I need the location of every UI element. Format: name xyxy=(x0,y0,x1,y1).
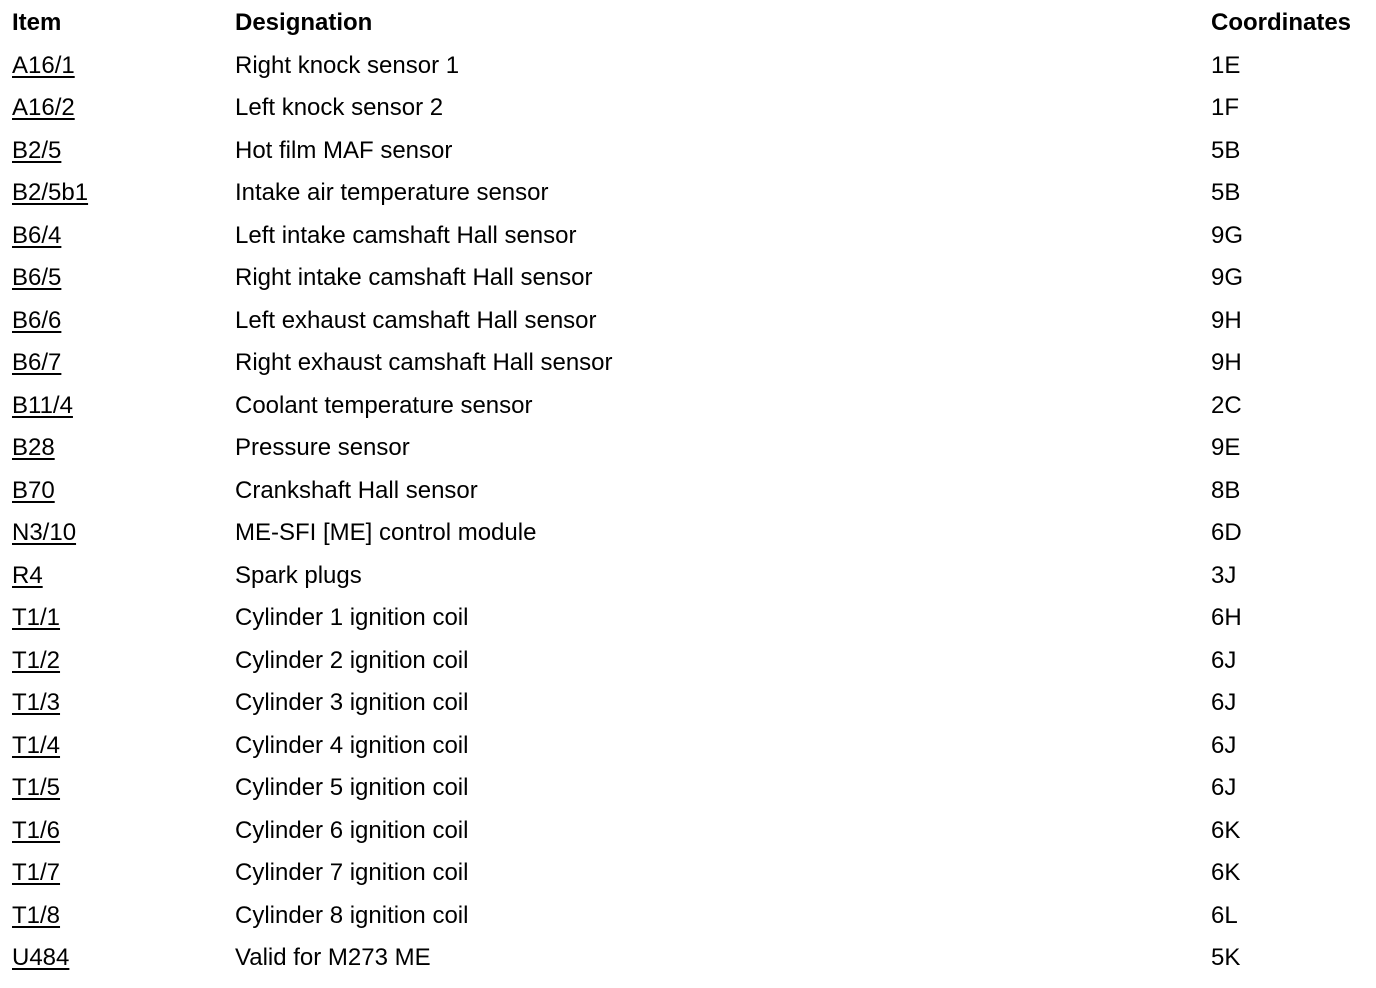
designation-cell: Cylinder 1 ignition coil xyxy=(235,604,469,631)
designation-cell: Left intake camshaft Hall sensor xyxy=(235,221,577,249)
header-designation: Designation xyxy=(235,9,373,36)
table-row xyxy=(12,470,1362,513)
coordinates-cell: 5B xyxy=(1211,136,1241,164)
item-link[interactable]: T1/4 xyxy=(12,731,61,759)
item-link[interactable]: B2/5 xyxy=(12,136,62,164)
designation-cell: Spark plugs xyxy=(235,561,362,589)
designation-cell: Cylinder 5 ignition coil xyxy=(235,774,469,801)
item-link[interactable]: A16/2 xyxy=(12,94,75,121)
coordinates-cell: 1E xyxy=(1211,51,1241,79)
component-legend-table xyxy=(12,2,1362,980)
designation-cell: Intake air temperature sensor xyxy=(235,179,549,206)
table-row xyxy=(12,512,1362,555)
coordinates-cell: 9H xyxy=(1211,349,1242,376)
item-link[interactable]: R4 xyxy=(12,561,43,589)
item-link[interactable]: B6/4 xyxy=(12,221,62,249)
designation-cell: Left exhaust camshaft Hall sensor xyxy=(235,306,597,334)
designation-cell: Cylinder 3 ignition coil xyxy=(235,689,469,716)
item-link[interactable]: B2/5b1 xyxy=(12,179,89,206)
table-row xyxy=(12,215,1362,258)
table-body xyxy=(12,45,1362,980)
coordinates-cell: 6L xyxy=(1211,901,1238,929)
coordinates-cell: 9G xyxy=(1211,221,1244,249)
coordinates-cell: 3J xyxy=(1211,561,1237,589)
table-row xyxy=(12,130,1362,173)
designation-cell: ME-SFI [ME] control module xyxy=(235,519,537,546)
table-row xyxy=(12,895,1362,938)
table-row xyxy=(12,257,1362,300)
item-link[interactable]: A16/1 xyxy=(12,51,75,79)
designation-cell: Coolant temperature sensor xyxy=(235,391,533,419)
item-link[interactable]: B11/4 xyxy=(12,391,73,419)
coordinates-cell: 6J xyxy=(1211,646,1237,674)
designation-cell: Crankshaft Hall sensor xyxy=(235,476,478,504)
item-link[interactable]: U484 xyxy=(12,944,70,971)
table-header xyxy=(12,2,1362,45)
item-link[interactable]: B70 xyxy=(12,476,55,504)
table-row xyxy=(12,810,1362,853)
designation-cell: Cylinder 7 ignition coil xyxy=(235,859,469,886)
table-row xyxy=(12,555,1362,598)
header-item: Item xyxy=(12,9,62,36)
coordinates-cell: 2C xyxy=(1211,391,1242,419)
designation-cell: Right knock sensor 1 xyxy=(235,51,460,79)
coordinates-cell: 1F xyxy=(1211,94,1240,121)
item-link[interactable]: T1/8 xyxy=(12,901,61,929)
coordinates-cell: 6J xyxy=(1211,689,1237,716)
table-row xyxy=(12,385,1362,428)
table-row xyxy=(12,640,1362,683)
table-row xyxy=(12,87,1362,130)
coordinates-cell: 6D xyxy=(1211,519,1242,546)
coordinates-cell: 6J xyxy=(1211,774,1237,801)
item-link[interactable]: T1/7 xyxy=(12,859,61,886)
item-link[interactable]: B28 xyxy=(12,434,55,461)
designation-cell: Hot film MAF sensor xyxy=(235,136,453,164)
item-link[interactable]: T1/3 xyxy=(12,689,61,716)
coordinates-cell: 9E xyxy=(1211,434,1241,461)
item-link[interactable]: B6/6 xyxy=(12,306,62,334)
table-row xyxy=(12,342,1362,385)
designation-cell: Cylinder 6 ignition coil xyxy=(235,816,469,844)
table-row xyxy=(12,937,1362,980)
designation-cell: Cylinder 8 ignition coil xyxy=(235,901,469,929)
table-row xyxy=(12,427,1362,470)
table-row xyxy=(12,300,1362,343)
table-row xyxy=(12,597,1362,640)
designation-cell: Cylinder 4 ignition coil xyxy=(235,731,469,759)
item-link[interactable]: T1/1 xyxy=(12,604,61,631)
coordinates-cell: 9G xyxy=(1211,264,1244,291)
designation-cell: Cylinder 2 ignition coil xyxy=(235,646,469,674)
designation-cell: Left knock sensor 2 xyxy=(235,94,444,121)
header-coordinates: Coordinates xyxy=(1211,9,1352,36)
coordinates-cell: 8B xyxy=(1211,476,1241,504)
coordinates-cell: 5B xyxy=(1211,179,1241,206)
coordinates-cell: 5K xyxy=(1211,944,1241,971)
designation-cell: Right exhaust camshaft Hall sensor xyxy=(235,349,613,376)
designation-cell: Pressure sensor xyxy=(235,434,410,461)
table-row xyxy=(12,45,1362,88)
coordinates-cell: 6J xyxy=(1211,731,1237,759)
table-row xyxy=(12,682,1362,725)
item-link[interactable]: B6/7 xyxy=(12,349,62,376)
coordinates-cell: 6K xyxy=(1211,816,1241,844)
item-link[interactable]: N3/10 xyxy=(12,519,77,546)
designation-cell: Valid for M273 ME xyxy=(235,944,431,971)
item-link[interactable]: T1/6 xyxy=(12,816,61,844)
item-link[interactable]: T1/5 xyxy=(12,774,61,801)
table-row xyxy=(12,767,1362,810)
coordinates-cell: 6H xyxy=(1211,604,1242,631)
table-row xyxy=(12,172,1362,215)
coordinates-cell: 9H xyxy=(1211,306,1242,334)
coordinates-cell: 6K xyxy=(1211,859,1241,886)
table-row xyxy=(12,852,1362,895)
designation-cell: Right intake camshaft Hall sensor xyxy=(235,264,593,291)
table-row xyxy=(12,725,1362,768)
item-link[interactable]: B6/5 xyxy=(12,264,62,291)
item-link[interactable]: T1/2 xyxy=(12,646,61,674)
